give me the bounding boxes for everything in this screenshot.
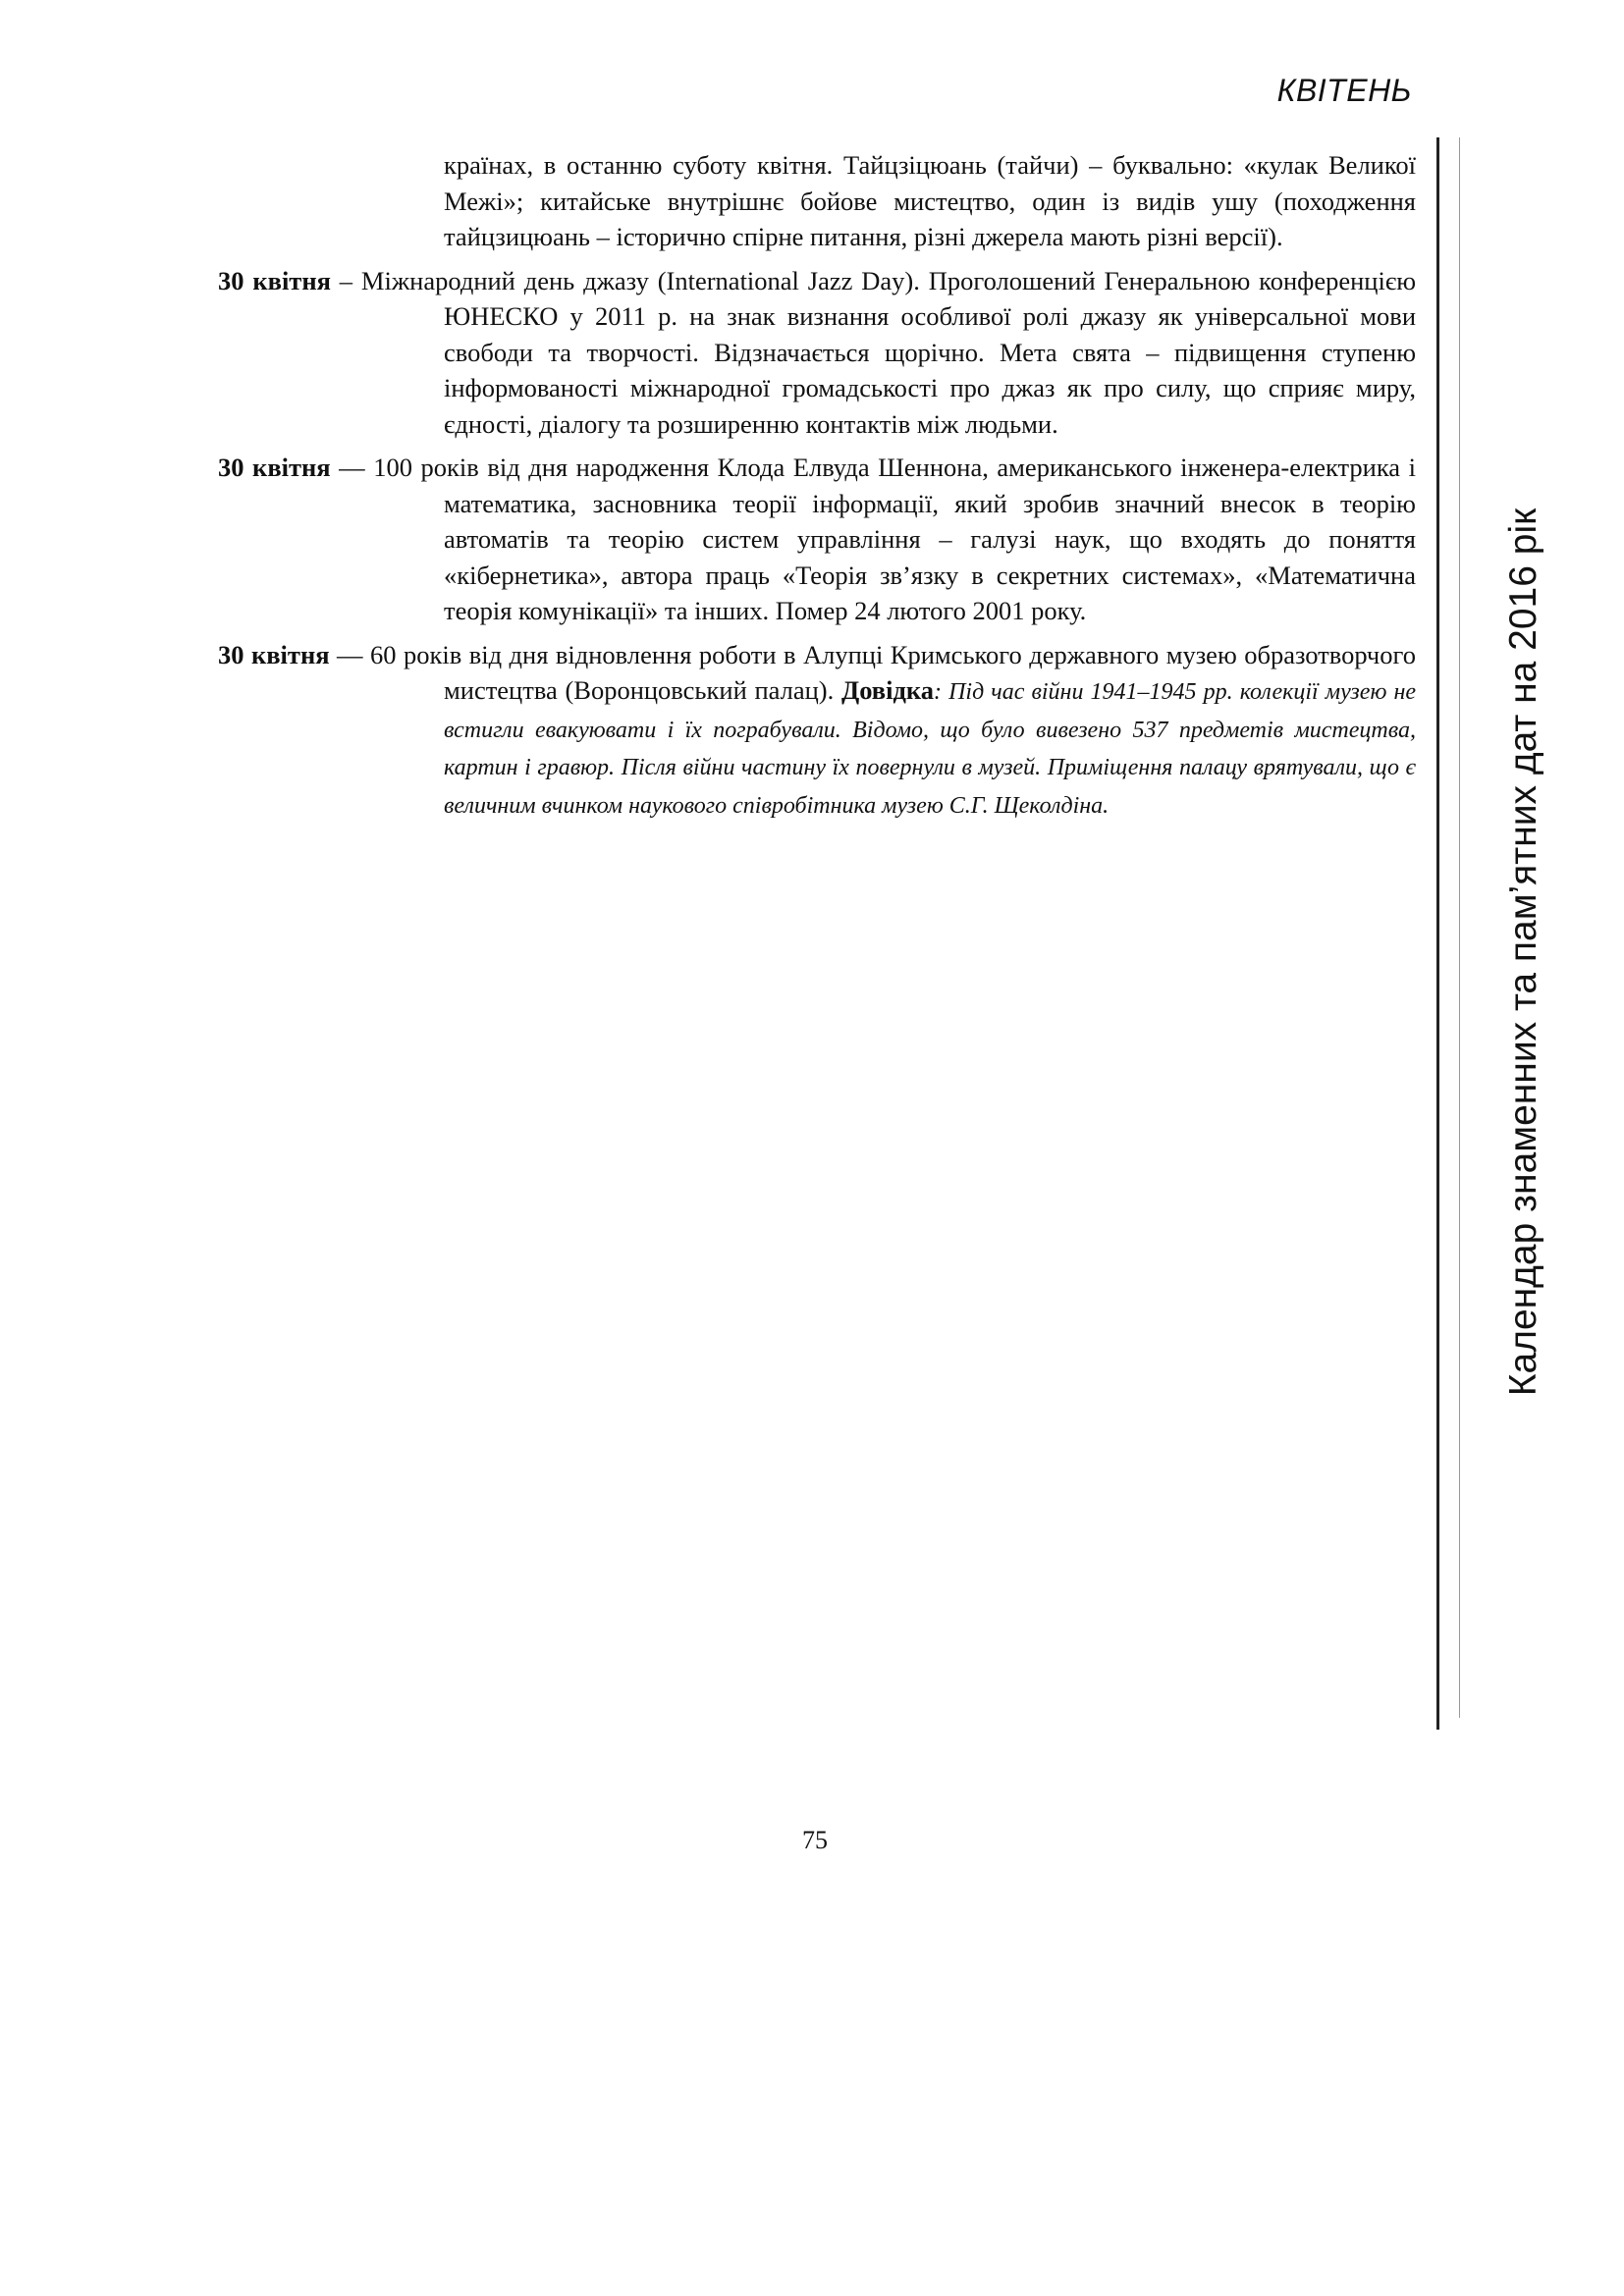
entry-museum xyxy=(218,637,1416,825)
sidebar-vertical-title: Календар знаменних та пам’ятних дат на 2016 рік xyxy=(1502,507,1544,1397)
note-text: : Під час війни 1941–1945 рр. колекції музею не встигли евакуювати і їх пограбували. Відомо, що було вивезено 537 предметів мистецтва, картин і гравюр. Після війни частину їх повернули в музей. Приміщення палацу врятували, що є величним вчинком наукового співробітника музею С.Г. Щеколдіна. xyxy=(444,679,1417,819)
entry-date: 30 квітня xyxy=(218,639,330,669)
sidebar xyxy=(1489,432,1559,1472)
entry-shannon xyxy=(218,450,1416,629)
side-rule xyxy=(1436,137,1439,1730)
entry-text: країнах, в останню суботу квітня. Тайцзіцюань (тайчи) – буквально: «кулак Великої Межі»; китайське внутрішнє бойове мистецтво, один із видів ушу (походження тайцзицюань – історично спірне питання, різні джерела мають різні версії). xyxy=(444,150,1416,251)
entry-continuation xyxy=(218,147,1416,255)
note-label: Довідка xyxy=(840,675,934,705)
side-rule-thin xyxy=(1459,137,1460,1718)
running-header: КВІТЕНЬ xyxy=(1276,73,1412,108)
entry-date: 30 квітня xyxy=(218,265,331,295)
entry-jazz-day xyxy=(218,263,1416,443)
entry-text: – Міжнародний день джазу (International Jazz Day). Проголошений Генеральною конференцією ЮНЕСКО у 2011 р. на знак визнання особливої ролі джазу як універсальної мови свободи та творчості. Відзначається щорічно. Мета свята – підвищення ступеню інформованості міжнародної громадськості про джаз як про силу, що сприяє миру, єдності, діалогу та розширенню контактів між людьми. xyxy=(330,265,1416,439)
entry-date: 30 квітня xyxy=(218,453,331,482)
entry-text: — 100 років від дня народження Клода Елвуда Шеннона, американського інженера-електрика і математика, засновника теорії інформації, який зробив значний внесок в теорію автоматів та теорію систем управління – галузі наук, що входять до поняття «кібернетика», автора праць «Теорія зв’язку в секретних системах», «Математична теорія комунікації» та інших. Помер 24 лютого 2001 року. xyxy=(330,453,1416,625)
page-number: 75 xyxy=(802,1826,828,1854)
page-content xyxy=(218,147,1416,831)
entry-text: — 60 років від дня відновлення роботи в Алупці Кримського державного музею образотворчого мистецтва (Воронцовський палац). xyxy=(329,639,1416,705)
